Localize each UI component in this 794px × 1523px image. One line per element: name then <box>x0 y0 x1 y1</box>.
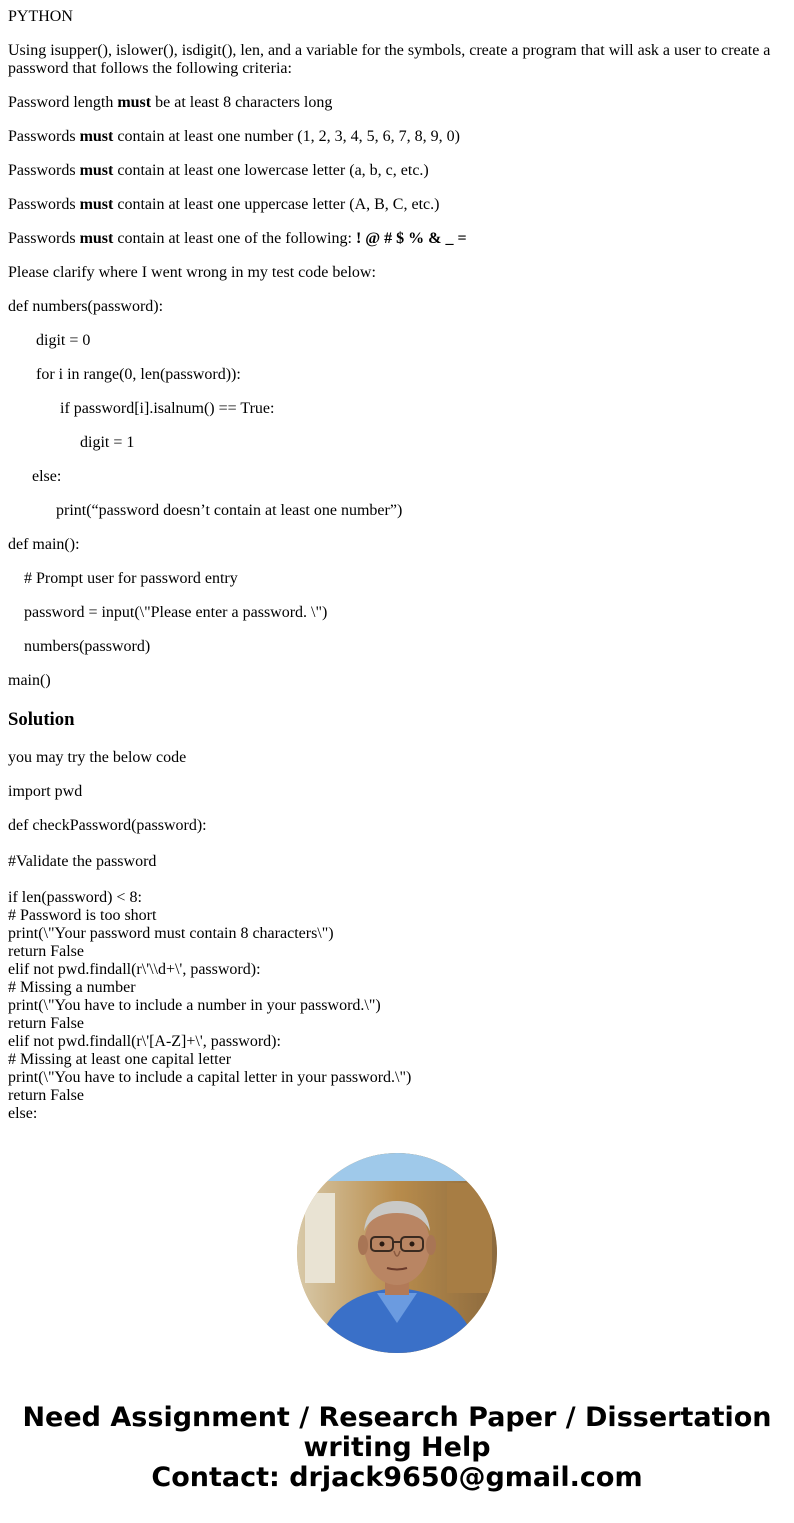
criterion-must: must <box>79 230 114 247</box>
question-title: PYTHON <box>8 8 73 25</box>
solution-code-line: return False <box>8 1015 84 1032</box>
criterion-pre: Passwords <box>8 162 80 179</box>
author-photo <box>297 1153 497 1353</box>
criterion-must: must <box>79 196 114 213</box>
criterion-must: must <box>79 128 114 145</box>
solution-code-line: # Password is too short <box>8 907 157 924</box>
solution-code-line: if len(password) < 8: <box>8 889 142 906</box>
code-line: if password[i].isalnum() == True: <box>60 400 275 417</box>
criterion-must: must <box>117 94 152 111</box>
criterion-length <box>8 94 332 112</box>
criterion-symbol <box>8 230 467 248</box>
author-avatar <box>297 1153 497 1353</box>
solution-def: def checkPassword(password): <box>8 817 207 834</box>
code-line: digit = 0 <box>36 332 91 349</box>
criterion-post: contain at least one number (1, 2, 3, 4, 5, 6, 7, 8, 9, 0) <box>113 128 460 145</box>
criterion-post: contain at least one uppercase letter (A, B, C, etc.) <box>113 196 440 213</box>
question-intro: Using isupper(), islower(), isdigit(), len, and a variable for the symbols, create a program that will ask a user to create a password that follows the following criteria: <box>8 42 771 77</box>
criterion-must: must <box>79 162 114 179</box>
code-line: print(“password doesn’t contain at least one number”) <box>56 502 403 519</box>
criterion-uppercase <box>8 196 439 214</box>
solution-code-line: print(\"You have to include a number in your password.\") <box>8 997 381 1014</box>
solution-code-line: return False <box>8 943 84 960</box>
solution-import: import pwd <box>8 783 83 800</box>
criterion-post: be at least 8 characters long <box>151 94 333 111</box>
code-line: def numbers(password): <box>8 298 164 315</box>
criterion-pre: Password length <box>8 94 118 111</box>
solution-code-block <box>8 889 411 1123</box>
solution-code-line: return False <box>8 1087 84 1104</box>
criterion-post: contain at least one of the following: <box>113 230 356 247</box>
solution-code-line: print(\"You have to include a capital letter in your password.\") <box>8 1069 412 1086</box>
solution-code-line: print(\"Your password must contain 8 characters\") <box>8 925 334 942</box>
solution-code-line: elif not pwd.findall(r\'\\d+\', password): <box>8 961 261 978</box>
code-line: else: <box>32 468 62 485</box>
criterion-post: contain at least one lowercase letter (a, b, c, etc.) <box>113 162 429 179</box>
criterion-pre: Passwords <box>8 128 80 145</box>
criterion-pre: Passwords <box>8 230 80 247</box>
solution-code-line: # Missing a number <box>8 979 136 996</box>
code-line: main() <box>8 672 51 689</box>
clarify-text: Please clarify where I went wrong in my test code below: <box>8 264 376 281</box>
criterion-symbols: ! @ # $ % & _ = <box>355 230 467 247</box>
code-line: password = input(\"Please enter a password. \") <box>24 604 328 621</box>
solution-intro: you may try the below code <box>8 749 187 766</box>
criterion-lowercase <box>8 162 429 180</box>
code-line: # Prompt user for password entry <box>24 570 238 587</box>
criterion-pre: Passwords <box>8 196 80 213</box>
code-line: def main(): <box>8 536 80 553</box>
solution-heading: Solution <box>8 709 75 730</box>
footer-line-3: Contact: drjack9650@gmail.com <box>151 1462 643 1493</box>
footer-line-1: Need Assignment / Research Paper / Dissertation <box>22 1402 772 1433</box>
solution-comment: #Validate the password <box>8 853 157 870</box>
footer-banner <box>0 1403 794 1493</box>
solution-code-line: # Missing at least one capital letter <box>8 1051 232 1068</box>
code-line: numbers(password) <box>24 638 151 655</box>
code-line: digit = 1 <box>80 434 135 451</box>
criterion-number <box>8 128 460 146</box>
solution-code-line: elif not pwd.findall(r\'[A-Z]+\', password): <box>8 1033 281 1050</box>
code-line: for i in range(0, len(password)): <box>36 366 241 383</box>
footer-line-2: writing Help <box>303 1432 491 1463</box>
solution-code-line: else: <box>8 1105 38 1122</box>
